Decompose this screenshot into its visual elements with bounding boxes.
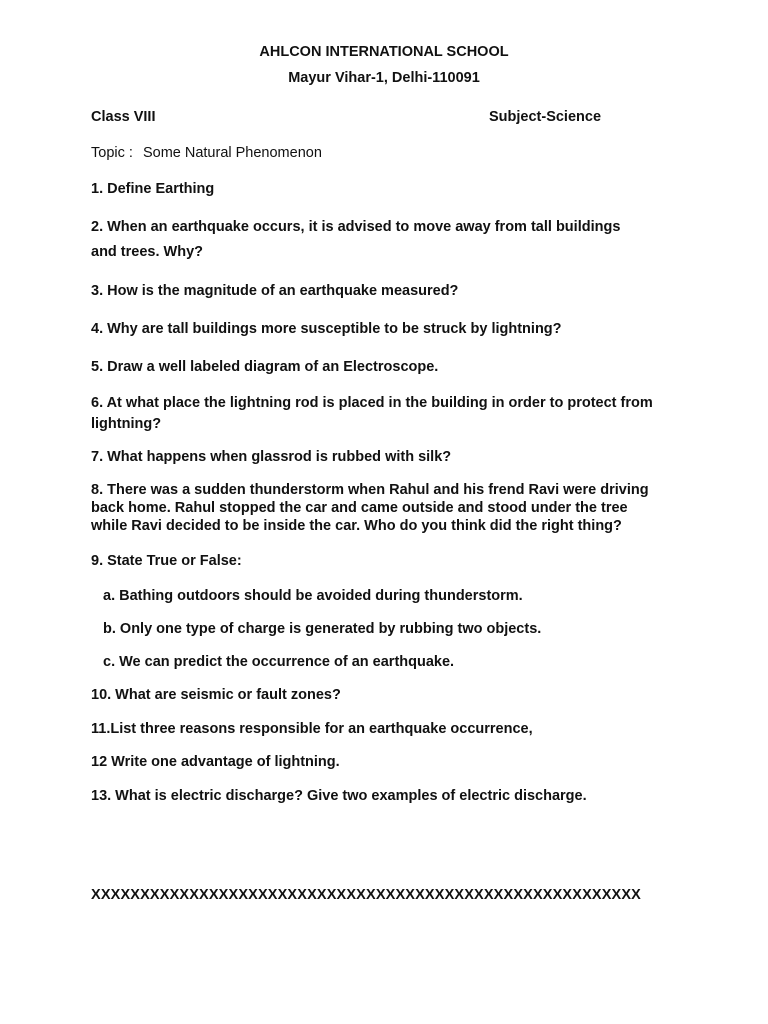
footer-separator: XXXXXXXXXXXXXXXXXXXXXXXXXXXXXXXXXXXXXXXXXXXXXXXXXXXXXXXX (91, 887, 641, 903)
question-9: 9. State True or False: (91, 553, 242, 569)
school-address: Mayur Vihar-1, Delhi-110091 (288, 70, 480, 86)
question-6-line-1: 6. At what place the lightning rod is placed in the building in order to protect from (91, 395, 653, 411)
question-8-line-1: 8. There was a sudden thunderstorm when Rahul and his frend Ravi were driving (91, 482, 649, 498)
topic-prefix: Topic : (91, 145, 133, 161)
question-7: 7. What happens when glassrod is rubbed with silk? (91, 449, 452, 465)
question-11: 11.List three reasons responsible for an earthquake occurrence, (91, 721, 533, 737)
topic-line (91, 144, 322, 162)
topic-value: Some Natural Phenomenon (142, 145, 322, 161)
class-label: Class VIII (91, 109, 156, 125)
question-8-line-2: back home. Rahul stopped the car and came outside and stood under the tree (91, 500, 628, 516)
question-4: 4. Why are tall buildings more susceptible to be struck by lightning? (91, 321, 562, 337)
question-10: 10. What are seismic or fault zones? (91, 687, 341, 703)
question-3: 3. How is the magnitude of an earthquake measured? (91, 283, 459, 299)
question-12: 12 Write one advantage of lightning. (91, 754, 340, 770)
question-2-line-2: and trees. Why? (91, 244, 203, 260)
question-5: 5. Draw a well labeled diagram of an Electroscope. (91, 359, 439, 375)
question-13: 13. What is electric discharge? Give two examples of electric discharge. (91, 788, 587, 804)
question-9c: c. We can predict the occurrence of an earthquake. (103, 654, 455, 670)
school-name: AHLCON INTERNATIONAL SCHOOL (259, 44, 509, 60)
subject-label: Subject-Science (489, 109, 602, 125)
question-9b: b. Only one type of charge is generated by rubbing two objects. (103, 621, 542, 637)
question-2-line-1: 2. When an earthquake occurs, it is advised to move away from tall buildings (91, 219, 621, 235)
question-9a: a. Bathing outdoors should be avoided during thunderstorm. (103, 588, 523, 604)
question-1: 1. Define Earthing (91, 181, 215, 197)
question-6-line-2: lightning? (91, 416, 162, 432)
question-8-line-3: while Ravi decided to be inside the car. Who do you think did the right thing? (91, 518, 622, 534)
